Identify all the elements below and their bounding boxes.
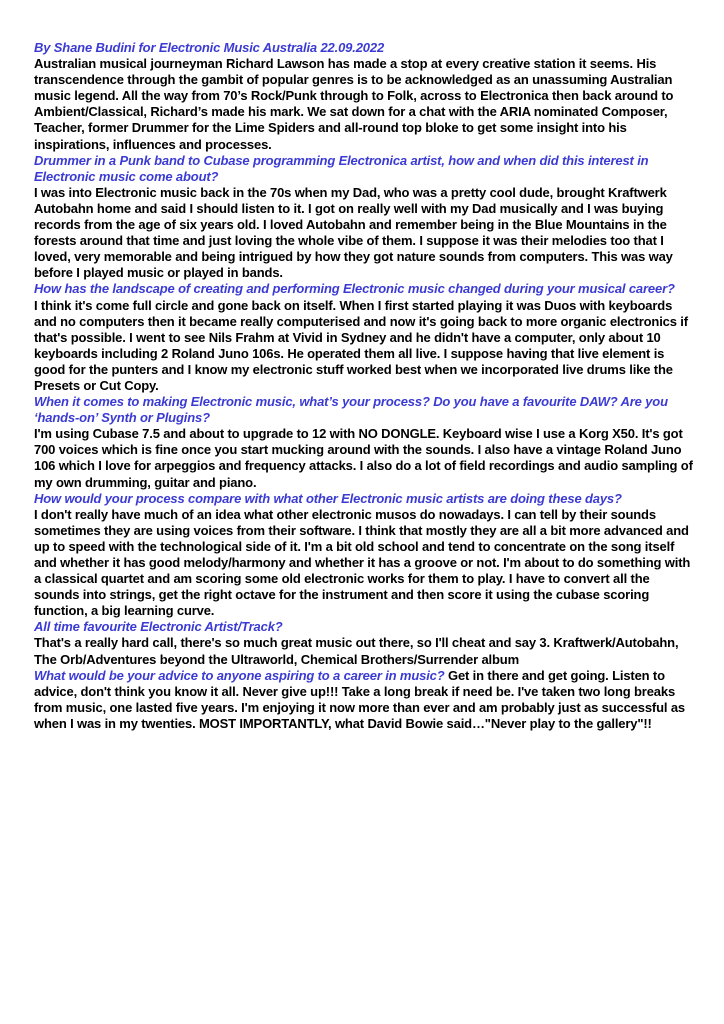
- question-6: What would be your advice to anyone aspiring to a career in music?: [34, 667, 445, 683]
- intro-paragraph: Australian musical journeyman Richard Lawson has made a stop at every creative station it seems. His transcendence through the gambit of popular genres is to be acknowledged as an unassuming Australian music legend. All the way from 70’s Rock/Punk through to Folk, across to Electronica then back around to Ambient/Classical, Richard’s made his mark. We sat down for a chat with the ARIA nominated Composer, Teacher, former Drummer for the Lime Spiders and all-round top bloke to get some insight into his inspirations, influences and processes.: [34, 56, 674, 152]
- article: [34, 40, 694, 732]
- question-4: How would your process compare with what other Electronic music artists are doing these days?: [34, 490, 622, 506]
- answer-5: That's a really hard call, there's so much great music out there, so I'll cheat and say 3. Kraftwerk/Autobahn, The Orb/Adventures beyond the Ultraworld, Chemical Brothers/Surrender album: [34, 635, 679, 667]
- answer-4: I don't really have much of an idea what other electronic musos do nowadays. I can tell by their sounds sometimes they are using voices from their software. I think that mostly they are all a bit more advanced and up to speed with the technological side of it. I'm a bit old school and tend to concentrate on the song itself and whether it has good melody/harmony and whether it has a groove or not. I'm about to do something with a classical quartet and am scoring some old electronic works for them to play. I have to convert all the sounds into strings, get the right octave for the instrument and then score it using the cubase scoring function, a big learning curve.: [34, 506, 691, 619]
- question-2: How has the landscape of creating and performing Electronic music changed during your musical career?: [34, 281, 675, 297]
- answer-6: Get in there and get going. Listen to advice, don't think you know it all. Never give up!!! Take a long break if need be. I've taken two long breaks from music, one lasted five years. I'm enjoying it now more than ever and am probably just as successful as when I was in my twenties. MOST IMPORTANTLY, what David Bowie said…"Never play to the gallery"!!: [34, 667, 685, 731]
- answer-1: I was into Electronic music back in the 70s when my Dad, who was a pretty cool dude, brought Kraftwerk Autobahn home and said I should listen to it. I got on really well with my Dad musically and I was buying records from the age of six years old. I loved Autobahn and remember being in the Blue Mountains in the forests around that time and just loving the whole vibe of them. I suppose it was their melodies too that I loved, very memorable and being intrigued by how they got nature sounds from computers. This was way before I played music or played in bands.: [34, 184, 673, 281]
- byline: By Shane Budini for Electronic Music Australia 22.09.2022: [34, 40, 385, 55]
- question-3: When it comes to making Electronic music, what’s your process? Do you have a favourite DAW? Are you ‘hands-on’ Synth or Plugins?: [34, 394, 668, 426]
- answer-2: I think it's come full circle and gone back on itself. When I first started playing it was Duos with keyboards and no computers then it became really computerised and now it's going back to more organic electronics if that's possible. I went to see Nils Frahm at Vivid in Sydney and he didn't have a computer, only about 10 keyboards including 2 Roland Juno 106s. He operated them all live. I suppose having that live element is good for the punters and I know my electronic stuff worked best when we incorporated live drums like the Presets or Cut Copy.: [34, 297, 688, 393]
- question-1: Drummer in a Punk band to Cubase programming Electronica artist, how and when did this interest in Electronic music come about?: [34, 152, 649, 184]
- answer-3: I'm using Cubase 7.5 and about to upgrade to 12 with NO DONGLE. Keyboard wise I use a Korg X50. It's got 700 voices which is fine once you start mucking around with the sounds. I also have a vintage Roland Juno 106 which I love for arpeggios and frequency attacks. I also do a lot of field recordings and audio sampling of my own drumming, guitar and piano.: [34, 426, 693, 490]
- final-paragraph: [34, 668, 694, 732]
- question-5: All time favourite Electronic Artist/Track?: [34, 619, 283, 635]
